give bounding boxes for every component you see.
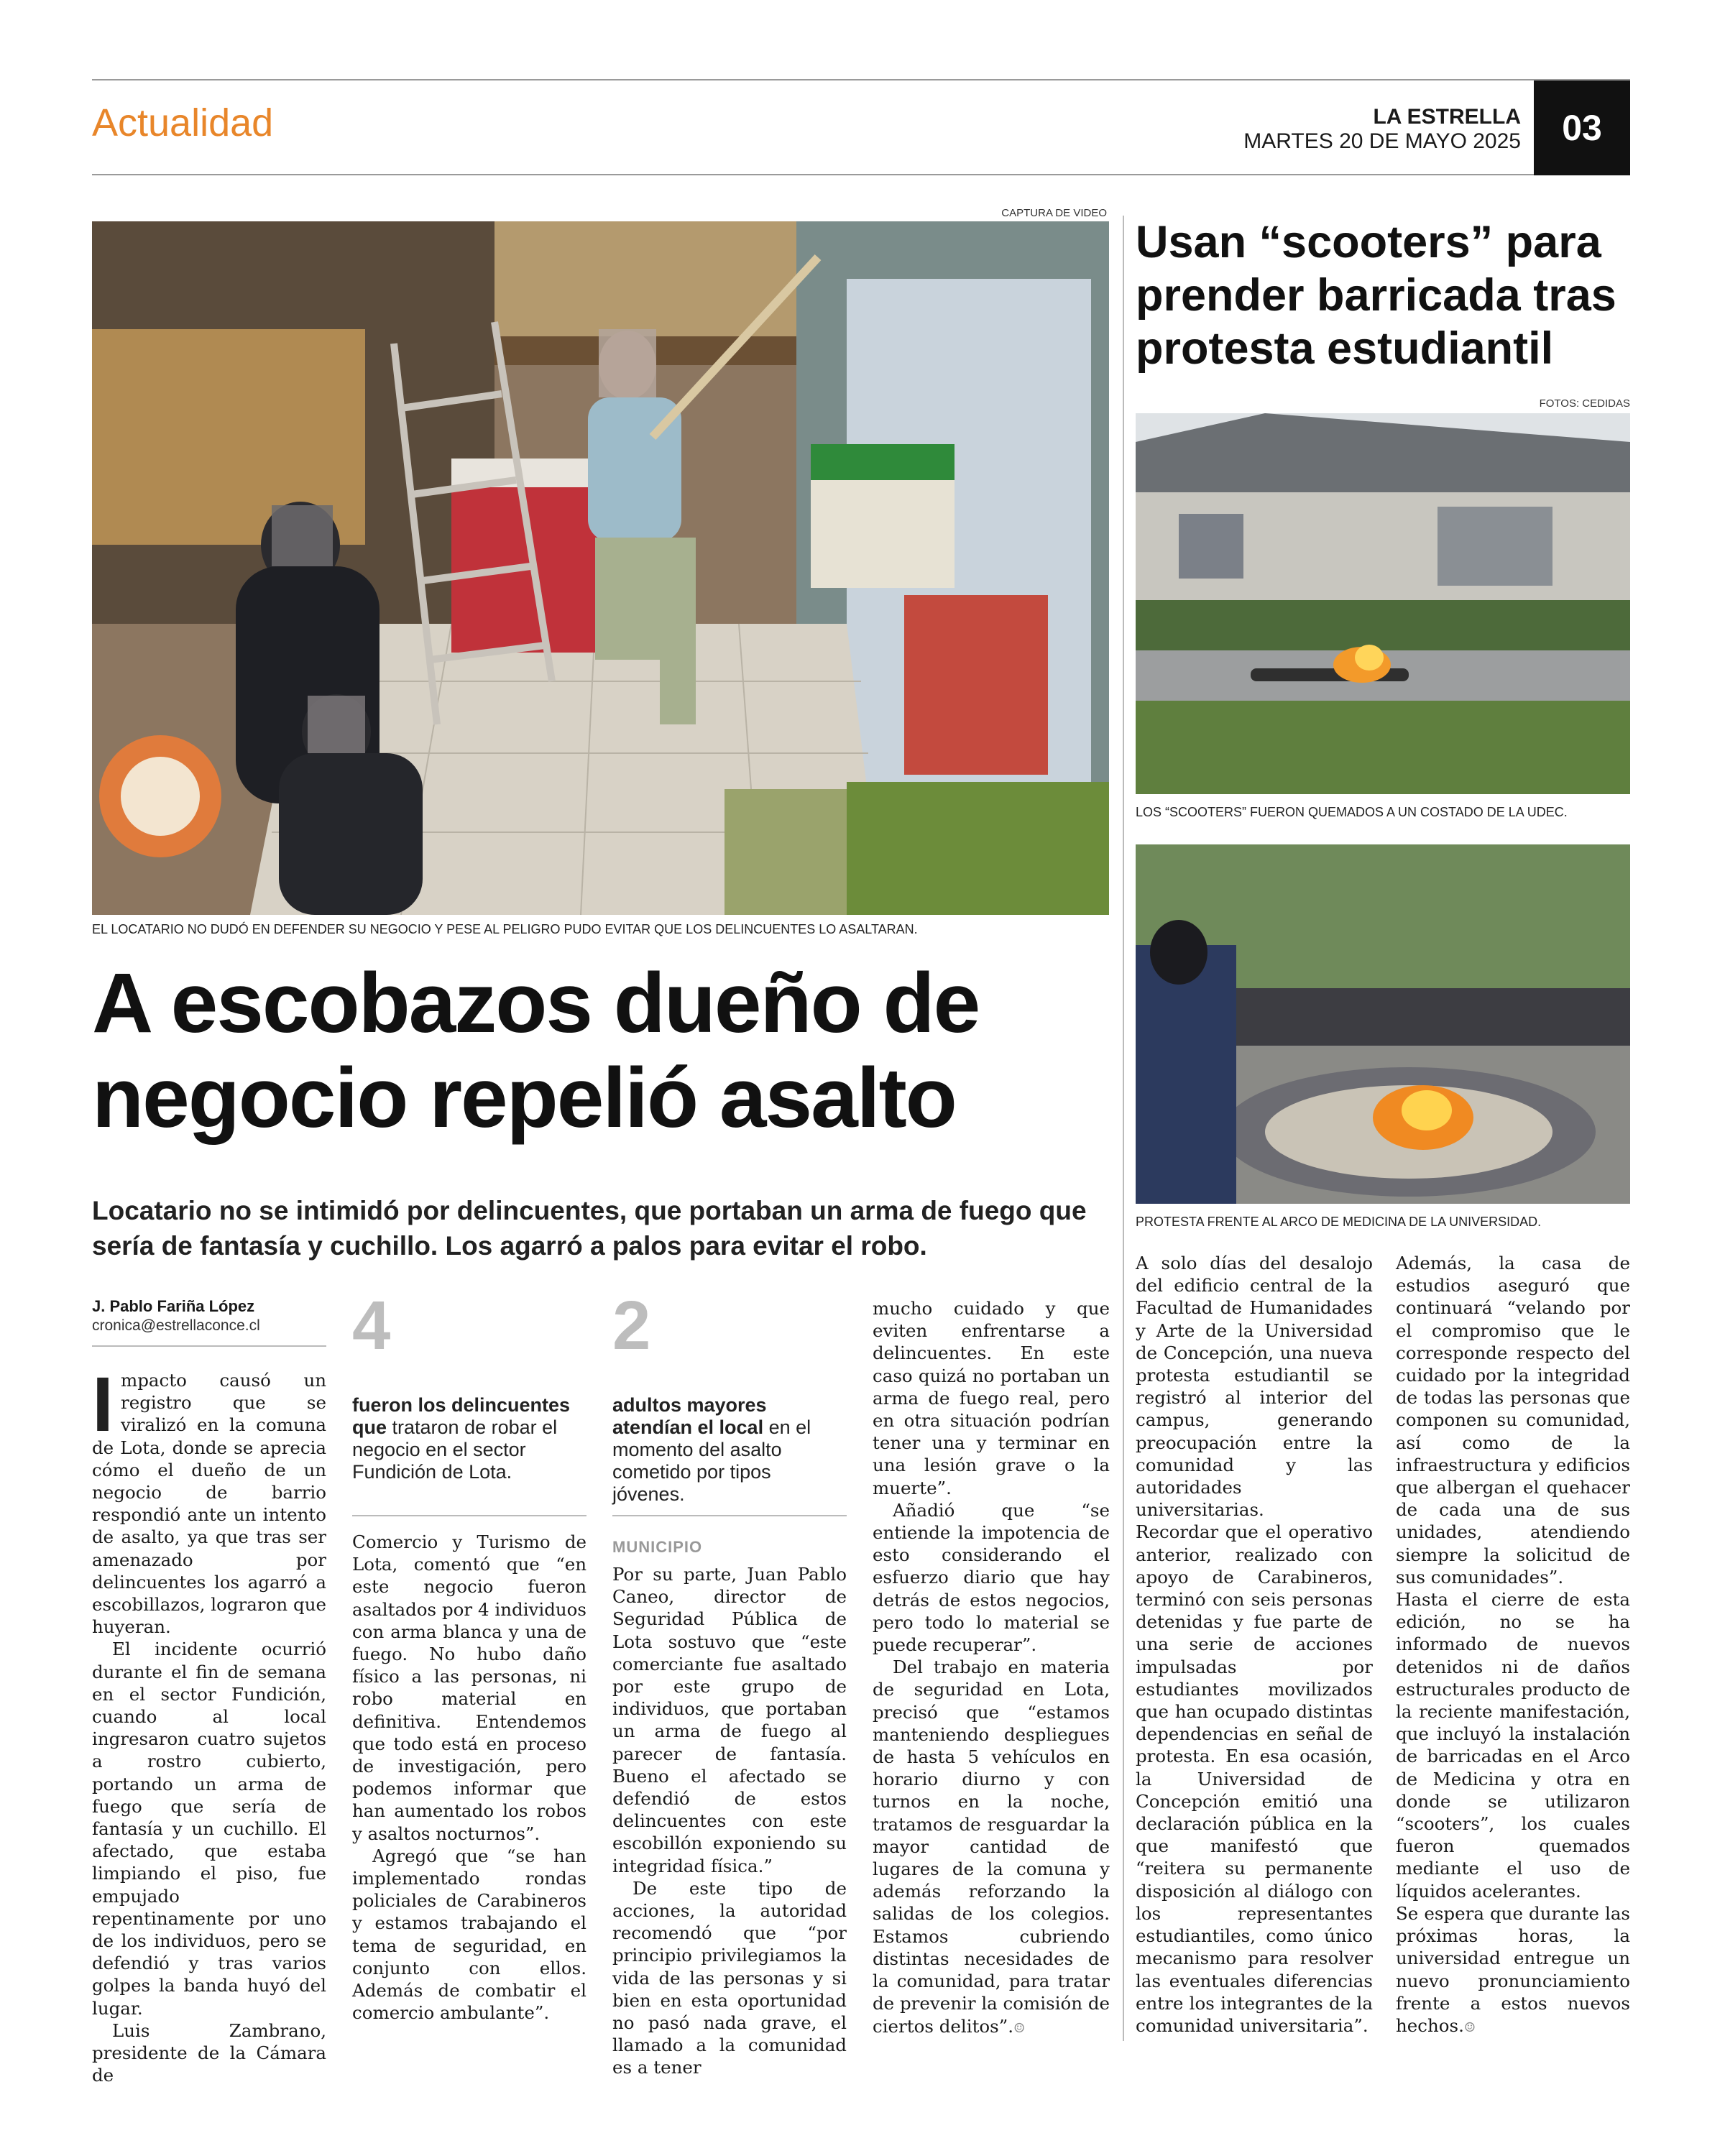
side-col1-paragraph-2: Recordar que el operativo anterior, realizado con apoyo de Carabineros, terminó con seis personas detenidas y fue parte de una serie de acciones impulsadas por estudiantes movilizados que han ocupado distintas dependencias en señal de protesta. En esa ocasión, la Universidad de Concepción emitió una declaración pública en la que manifestó que “reitera su permanente disposición al diálogo con los representantes estudiantiles, como único mecanismo para resolver las eventuales diferencias entre los integrantes de la comunidad universitaria”. bbox=[1136, 1521, 1373, 2036]
fact2-rule bbox=[612, 1515, 847, 1516]
side-headline: Usan “scooters” para prender barricada tras protesta estudiantil bbox=[1136, 217, 1616, 374]
page-number: 03 bbox=[1534, 80, 1630, 175]
top-rule bbox=[92, 79, 1630, 80]
scooters-caption: LOS “SCOOTERS” FUERON QUEMADOS A UN COSTADO DE LA UDEC. bbox=[1136, 805, 1568, 819]
scooters-photo-image bbox=[1136, 413, 1630, 794]
fact2-body: en el momento del asalto cometido por tipos jóvenes. bbox=[612, 1416, 811, 1505]
col1-paragraph-1: Impacto causó un registro que se viralizó en la comuna de Lota, donde se aprecia cómo el dueño de un negocio de barrio respondió ante un intento de asalto, ya que tras ser amenazado por delincuentes los agarró a escobillazos, lograron que huyeran. bbox=[92, 1360, 326, 1638]
side-column-1 bbox=[1136, 1252, 1373, 2037]
fact2-number: 2 bbox=[612, 1287, 651, 1364]
side-column-2 bbox=[1396, 1252, 1630, 2039]
store-robbery-photo bbox=[92, 221, 1109, 915]
col1-paragraph-3: Luis Zambrano, presidente de la Cámara de bbox=[92, 2019, 326, 2086]
main-column-4 bbox=[873, 1297, 1110, 2040]
main-column-1 bbox=[92, 1360, 326, 2087]
col1-paragraph-2: El incidente ocurrió durante el fin de semana en el sector Fundición, cuando al local ingresaron cuatro sujetos a rostro cubierto, portando un arma de fuego que sería de fantasía y un cuchillo. El afectado, que estaba limpiando el piso, fue empujado repentinamente por uno de los individuos, pero se defendió y tras varios golpes la banda huyó del lugar. bbox=[92, 1639, 326, 2019]
main-column-2 bbox=[352, 1531, 586, 2024]
byline-email: cronica@estrellaconce.cl bbox=[92, 1317, 260, 1334]
fact1-rule bbox=[352, 1515, 586, 1516]
col2-paragraph-1: Comercio y Turismo de Lota, comentó que “en este negocio fueron asaltados por 4 individuos con arma blanca y una de fuego. No hubo daño físico a las personas, ni robo material en definitiva. Entendemos que todo está en proceso de investigación, pero podemos informar que han aumentado los robos y asaltos nocturnos”. bbox=[352, 1531, 586, 1844]
main-headline-line2: negocio repelió asalto bbox=[92, 1051, 956, 1146]
fact2-bold: adultos mayores atendían el local bbox=[612, 1394, 767, 1438]
drop-cap: I bbox=[92, 1360, 114, 1447]
byline-author: J. Pablo Fariña López bbox=[92, 1297, 255, 1315]
end-mark-icon: ☺ bbox=[1463, 2019, 1476, 2035]
fact1-text bbox=[352, 1394, 586, 1483]
col4-paragraph-3: Del trabajo en materia de seguridad en Lota, precisó que “estamos manteniendo despliegues de hasta 5 vehículos en horario diurno y con turnos en la noche, tratamos de resguardar la mayor cantidad de lugares de la comuna y además reforzando la salidas de los colegios. Estamos cubriendo distintas necesidades de la comunidad, para tratar de prevenir la comisión de ciertos delitos”.☺ bbox=[873, 1657, 1110, 2037]
protest-photo-image bbox=[1136, 844, 1630, 1204]
main-deck: Locatario no se intimidó por delincuentes, que portaban un arma de fuego que sería de fantasía y cuchillo. Los agarró a palos para evitar el robo. bbox=[92, 1196, 1087, 1261]
protest-caption: PROTESTA FRENTE AL ARCO DE MEDICINA DE LA UNIVERSIDAD. bbox=[1136, 1215, 1542, 1229]
byline-rule bbox=[92, 1345, 326, 1347]
header-rule bbox=[92, 174, 1630, 175]
col4-paragraph-2: Añadió que “se entiende la impotencia de esto considerando el esfuerzo diario que hay detrás de estos negocios, pero todo lo material se puede recuperar”. bbox=[873, 1499, 1110, 1656]
column-divider bbox=[1123, 216, 1124, 2041]
fact1-number: 4 bbox=[352, 1287, 391, 1364]
col3-paragraph-1: Por su parte, Juan Pablo Caneo, director de Seguridad Pública de Lota sostuvo que “este comerciante fue asaltado por este grupo de individuos, que portaban un arma de fuego al parecer de fantasía. Bueno el afectado se defendió de estos delincuentes con este escobillón exponiendo su integridad física.” bbox=[612, 1564, 847, 1876]
section-label: Actualidad bbox=[92, 101, 274, 144]
issue-date: MARTES 20 DE MAYO 2025 bbox=[1243, 129, 1521, 153]
store-robbery-photo-image bbox=[92, 221, 1109, 915]
side-col2-paragraph-2: Hasta el cierre de esta edición, no se ha informado de nuevos detenidos ni de daños estructurales producto de la reciente manifestación, que incluyó la instalación de barricadas en el Arco de Medicina y otra en donde se utilizaron “scooters”, los cuales fueron quemados mediante el uso de líquidos acelerantes. bbox=[1396, 1589, 1630, 1902]
side-col2-paragraph-3: Se espera que durante las próximas horas, la universidad entregue un nuevo pronunciamiento frente a estos nuevos hechos.☺ bbox=[1396, 1902, 1630, 2036]
fact1-body: trataron de robar el negocio en el sector Fundición de Lota. bbox=[352, 1416, 558, 1483]
newspaper-name: LA ESTRELLA bbox=[1373, 105, 1521, 129]
main-column-3 bbox=[612, 1563, 847, 2079]
municipio-subhead: MUNICIPIO bbox=[612, 1538, 703, 1556]
fact1-bold: fueron los delincuentes que bbox=[352, 1394, 571, 1438]
fact2-text bbox=[612, 1394, 847, 1506]
col3-paragraph-2: De este tipo de acciones, la autoridad recomendó que “por principio privilegiamos la vida de las personas y si bien en esta oportunidad no pasó nada grave, el llamado a la comunidad es a tener bbox=[612, 1877, 847, 2078]
main-photo-caption: EL LOCATARIO NO DUDÓ EN DEFENDER SU NEGOCIO Y PESE AL PELIGRO PUDO EVITAR QUE LOS DELINCUENTES LO ASALTARAN. bbox=[92, 922, 918, 936]
protest-photo bbox=[1136, 844, 1630, 1204]
scooters-photo bbox=[1136, 413, 1630, 794]
side-col1-paragraph-1: A solo días del desalojo del edificio central de la Facultad de Humanidades y Arte de la Universidad de Concepción, una nueva protesta estudiantil se registró al interior del campus, generando preocupación entre la comunidad y las autoridades universitarias. bbox=[1136, 1253, 1373, 1521]
main-headline bbox=[92, 956, 1127, 1146]
main-photo-credit: CAPTURA DE VIDEO bbox=[1001, 207, 1107, 219]
col4-paragraph-1: mucho cuidado y que eviten enfrentarse a delincuentes. En este caso quizá no portaban un arma de fuego real, pero en otra situación podrían tener una y terminar en una lesión grave o la muerte”. bbox=[873, 1298, 1110, 1498]
side-col2-paragraph-1: Además, la casa de estudios aseguró que continuará “velando por el compromiso que le corresponde respecto del cuidado por la integridad de todas las personas que componen su comunidad, así como de la infraestructura y edificios que albergan el quehacer de cada una de sus unidades, atendiendo siempre la solicitud de sus comunidades”. bbox=[1396, 1253, 1630, 1588]
end-mark-icon: ☺ bbox=[1013, 2020, 1026, 2036]
side-photos-credit: FOTOS: CEDIDAS bbox=[1539, 397, 1630, 410]
col2-paragraph-2: Agregó que “se han implementado rondas policiales de Carabineros y estamos trabajando el tema de seguridad, en conjunto con ellos. Además de combatir el comercio ambulante”. bbox=[352, 1845, 586, 2024]
main-headline-line1: A escobazos dueño de bbox=[92, 956, 980, 1051]
